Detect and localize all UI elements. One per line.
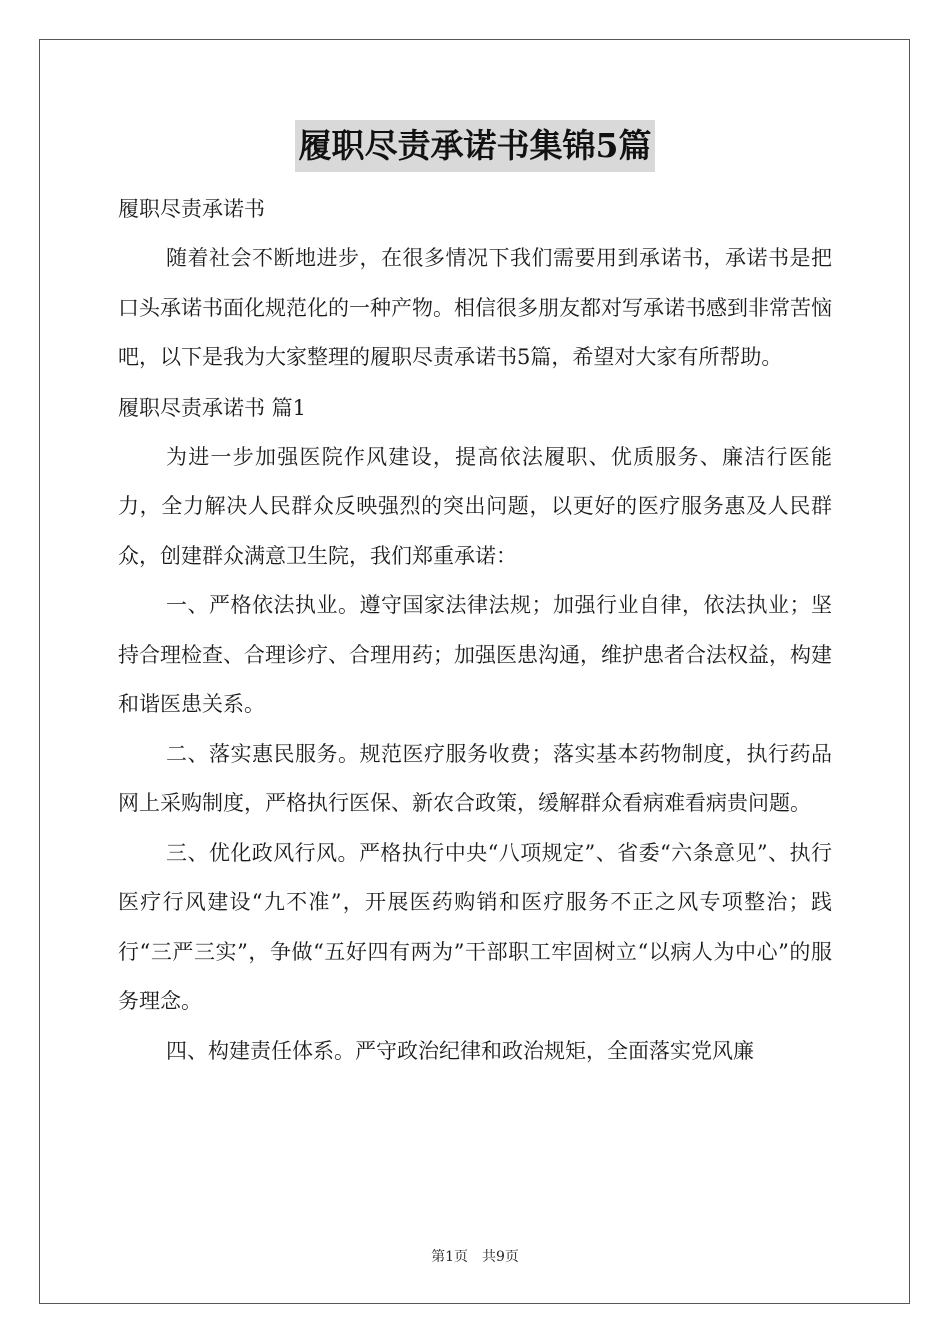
section-heading: 履职尽责承诺书: [118, 197, 265, 221]
document-title: 履职尽责承诺书集锦5篇: [295, 120, 656, 172]
page-footer: 第1页 共9页: [431, 1249, 519, 1265]
piece-heading: 履职尽责承诺书 篇1: [118, 395, 307, 420]
title-wrap: [118, 120, 832, 172]
paragraph-item-3: 三、优化政风行风。严格执行中央“八项规定”、省委“六条意见”、执行医疗行风建设“九不准”，开展医药购销和医疗服务不正之风专项整治；践行“三严三实”，争做“五好四有两为”干部职工牢固树立“以病人为中心”的服务理念。: [118, 840, 832, 1013]
paragraph-preamble: 为进一步加强医院作风建设，提高依法履职、优质服务、廉洁行医能力，全力解决人民群众反映强烈的突出问题，以更好的医疗服务惠及人民群众，创建群众满意卫生院，我们郑重承诺：: [118, 444, 832, 568]
paragraph-item-4: 四、构建责任体系。严守政治纪律和政治规矩，全面落实党风廉: [166, 1038, 754, 1063]
paragraph-item-2: 二、落实惠民服务。规范医疗服务收费；落实基本药物制度，执行药品网上采购制度，严格执行医保、新农合政策，缓解群众看病难看病贵问题。: [118, 741, 832, 815]
document-body: [118, 120, 832, 1076]
paragraph-item-1: 一、严格依法执业。遵守国家法律法规；加强行业自律，依法执业；坚持合理检查、合理诊疗、合理用药；加强医患沟通，维护患者合法权益，构建和谐医患关系。: [118, 593, 832, 716]
intro-paragraph: 随着社会不断地进步，在很多情况下我们需要用到承诺书，承诺书是把口头承诺书面化规范化的一种产物。相信很多朋友都对写承诺书感到非常苦恼吧，以下是我为大家整理的履职尽责承诺书5篇，希望对大家有所帮助。: [118, 246, 832, 369]
